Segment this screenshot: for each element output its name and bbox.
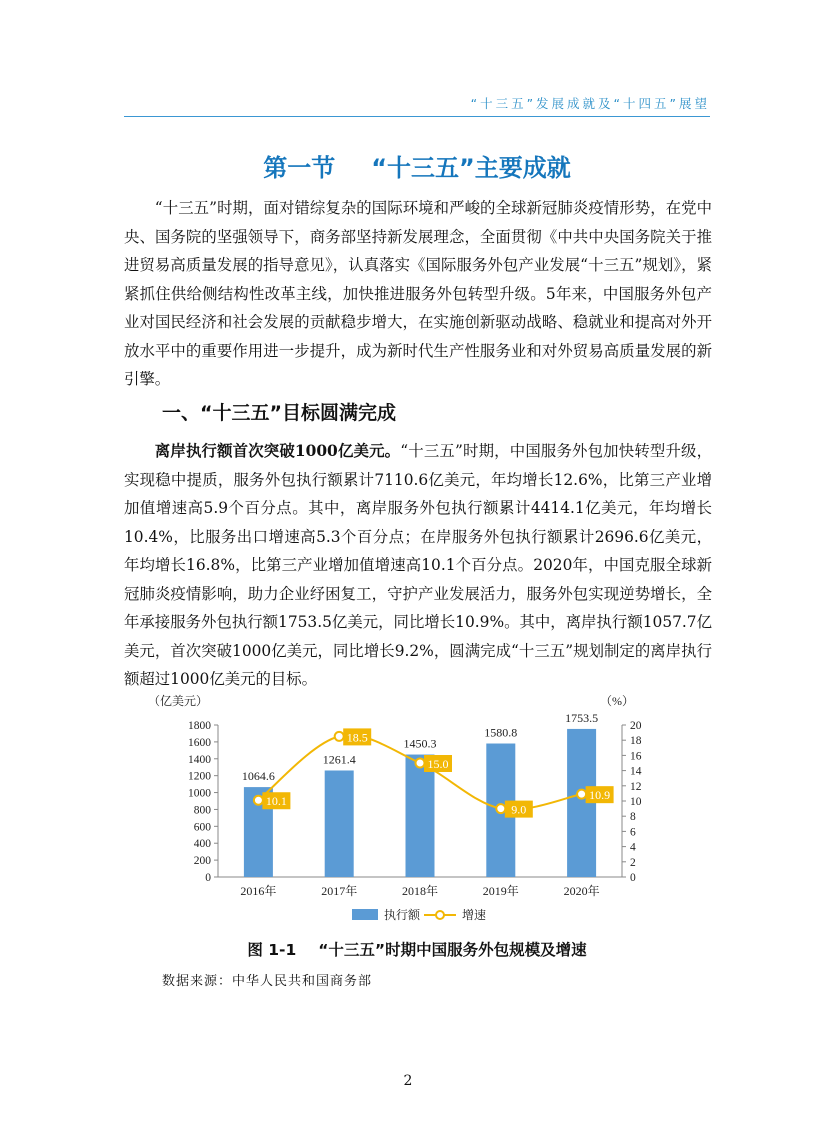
bar (406, 755, 435, 877)
x-tick-label: 2016年 (240, 884, 277, 898)
bar-value-label: 1261.4 (322, 752, 356, 767)
y-right-tick-label: 14 (630, 765, 642, 778)
legend-line-marker (436, 911, 444, 919)
y-right-tick-label: 6 (630, 826, 636, 839)
legend-line-label: 增速 (462, 908, 487, 922)
figure-title: “十三五”时期中国服务外包规模及增速 (318, 941, 587, 959)
y-left-tick-label: 200 (193, 855, 211, 868)
x-tick-label: 2019年 (482, 884, 519, 898)
growth-value-label: 9.0 (511, 802, 527, 817)
y-right-tick-label: 4 (630, 841, 636, 854)
subsection-heading: 一、“十三五”目标圆满完成 (162, 402, 396, 424)
bar-value-label: 1753.5 (565, 710, 599, 725)
growth-value-label: 10.1 (265, 794, 287, 809)
y-left-tick-label: 800 (193, 804, 211, 817)
growth-point (335, 732, 344, 741)
y-left-tick-label: 1000 (188, 787, 211, 800)
bar-value-label: 1064.6 (241, 769, 275, 784)
header-divider (124, 116, 710, 117)
growth-value-label: 18.5 (346, 730, 368, 745)
section-title (124, 148, 710, 183)
y-left-unit: （亿美元） (147, 694, 208, 708)
figure-caption (124, 938, 710, 960)
data-source: 数据来源：中华人民共和国商务部 (162, 974, 373, 989)
section-number: 第一节 (263, 154, 336, 182)
growth-point (254, 796, 263, 805)
growth-value-label: 10.9 (589, 788, 611, 803)
bar (325, 770, 354, 877)
paragraph-text: “十三五”时期，中国服务外包加快转型升级，实现稳中提质，服务外包执行额累计7110.6亿美元，年均增长12.6%，比第三产业增加值增速高5.9个百分点。其中，离岸服务外包执行额累计4414.1亿美元，年均增长10.4%，比服务出口增速高5.3个百分点；在岸服务外包执行额累计2696.6亿美元，年均增长16.8%，比第三产业增加值增速高10.1个百分点。2020年，中国克服全球新冠肺炎疫情影响，助力企业纾困复工，守护产业发展活力，服务外包实现逆势增长，全年承接服务外包执行额1753.5亿美元，同比增长10.9%。其中，离岸执行额1057.7亿美元，首次突破1000亿美元，同比增长9.2%，圆满完成“十三五”规划制定的离岸执行额超过1000亿美元的目标。 (124, 442, 712, 688)
y-right-unit: （%） (600, 694, 634, 708)
bar-value-label: 1580.8 (484, 725, 518, 740)
legend-bar-label: 执行额 (384, 908, 421, 922)
growth-point (496, 804, 505, 813)
page-number: 2 (403, 1073, 413, 1089)
y-left-tick-label: 0 (205, 872, 211, 884)
growth-point (416, 759, 425, 768)
y-right-tick-label: 18 (630, 735, 642, 748)
y-right-tick-label: 12 (630, 780, 642, 793)
outsourcing-chart (147, 688, 680, 928)
y-left-tick-label: 1800 (188, 720, 211, 732)
y-left-tick-label: 1200 (188, 770, 211, 783)
x-tick-label: 2018年 (401, 884, 439, 898)
growth-point (577, 790, 586, 799)
y-left-tick-label: 1600 (188, 736, 211, 749)
intro-paragraph: “十三五”时期，面对错综复杂的国际环境和严峻的全球新冠肺炎疫情形势，在党中央、国务院的坚强领导下，商务部坚持新发展理念，全面贯彻《中共中央国务院关于推进贸易高质量发展的指导意见》，认真落实《国际服务外包产业发展“十三五”规划》，紧紧抓住供给侧结构性改革主线，加快推进服务外包转型升级。5年来，中国服务外包产业对国民经济和社会发展的贡献稳步增大，在实施创新驱动战略、稳就业和提高对外开放水平中的重要作用进一步提升，成为新时代生产性服务业和对外贸易高质量发展的新引擎。 (124, 199, 712, 388)
bar-value-label: 1450.3 (403, 736, 437, 751)
y-right-tick-label: 16 (630, 750, 642, 763)
y-right-tick-label: 20 (630, 720, 642, 732)
y-right-tick-label: 10 (630, 796, 642, 808)
y-left-tick-label: 400 (193, 838, 211, 851)
running-header: “十三五”发展成就及“十四五”展望 (470, 96, 710, 111)
paragraph-lead: 离岸执行额首次突破1000亿美元。 (154, 442, 401, 460)
y-right-tick-label: 0 (630, 872, 636, 884)
y-right-tick-label: 2 (630, 856, 636, 869)
growth-value-label: 15.0 (427, 757, 449, 771)
figure-number: 图 1-1 (247, 941, 297, 959)
body-paragraph (124, 437, 712, 694)
legend-bar-swatch (352, 909, 378, 920)
y-left-tick-label: 1400 (188, 753, 211, 766)
x-tick-label: 2020年 (563, 884, 600, 898)
y-left-tick-label: 600 (193, 821, 211, 834)
section-heading: “十三五”主要成就 (371, 154, 571, 182)
y-right-tick-label: 8 (630, 811, 636, 824)
x-tick-label: 2017年 (321, 884, 358, 898)
